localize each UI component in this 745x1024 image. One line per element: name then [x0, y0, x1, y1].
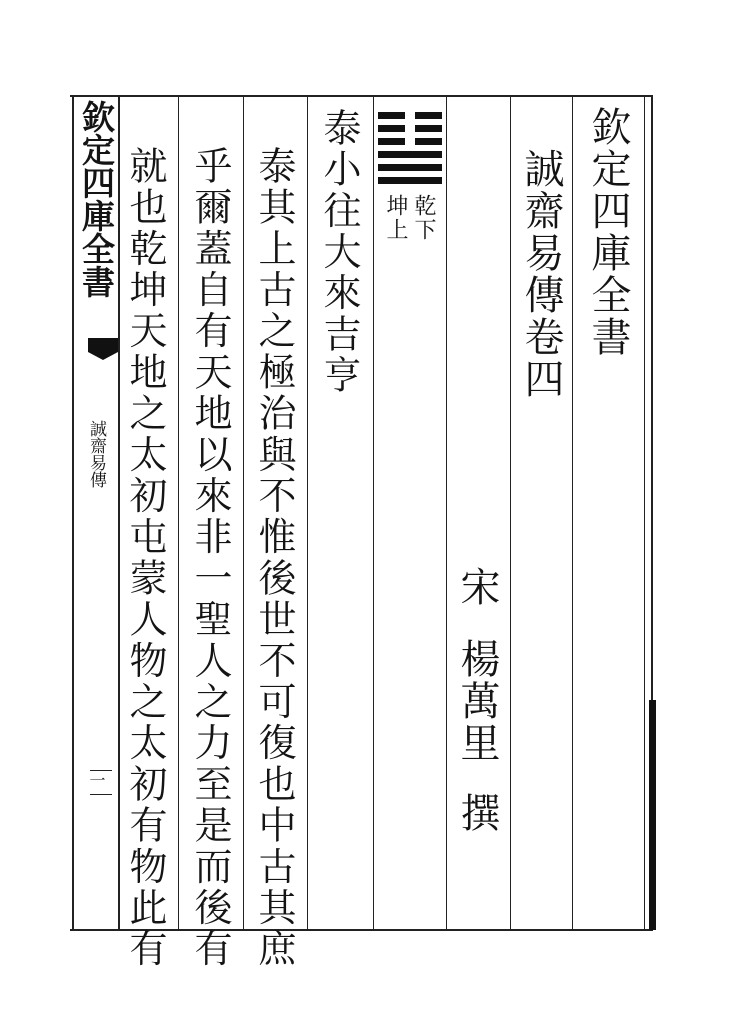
broken-line: [378, 125, 442, 132]
gutter-right-border: [118, 95, 120, 931]
inner-right-border: [644, 95, 645, 931]
tai-hexagram-icon: [378, 112, 442, 190]
commentary-line-1: 泰其上古之極治與不惟後世不可復也中古其庶: [252, 146, 296, 970]
column-divider: [510, 95, 511, 931]
gutter-left-border: [72, 95, 74, 931]
gutter-tick: [90, 794, 112, 795]
column-divider: [243, 95, 244, 931]
column-divider: [572, 95, 573, 931]
book-title: 誠齋易傳卷四: [518, 148, 564, 400]
fishtail-mark-icon: [88, 338, 118, 368]
judgment-text: 泰小往大來吉亨: [317, 108, 361, 397]
page-edge-mark: [649, 700, 656, 930]
author-action: 撰: [454, 792, 500, 834]
column-divider: [178, 95, 179, 931]
gutter-subtitle: 誠齋易傳: [86, 420, 106, 488]
hexagram-upper-label: 坤上: [383, 194, 408, 242]
gutter-title: 欽定四庫全書: [77, 100, 116, 298]
solid-line: [378, 164, 442, 171]
broken-line: [378, 112, 442, 119]
column-divider: [307, 95, 308, 931]
commentary-line-2: 乎爾蓋自有天地以來非一聖人之力至是而後有: [188, 146, 232, 970]
solid-line: [378, 151, 442, 158]
series-title: 欽定四庫全書: [585, 106, 631, 358]
author-name: 楊萬里: [454, 638, 500, 764]
commentary-line-3: 就也乾坤天地之太初屯蒙人物之太初有物此有: [123, 146, 167, 970]
solid-line: [378, 177, 442, 184]
hexagram-lower-label: 乾下: [411, 194, 436, 242]
gutter-tick: [90, 770, 112, 771]
broken-line: [378, 138, 442, 145]
top-border: [70, 95, 652, 97]
gutter-page-number: 一: [87, 772, 106, 788]
column-divider: [373, 95, 374, 931]
column-divider: [446, 95, 447, 931]
author-dynasty: 宋: [454, 566, 500, 608]
